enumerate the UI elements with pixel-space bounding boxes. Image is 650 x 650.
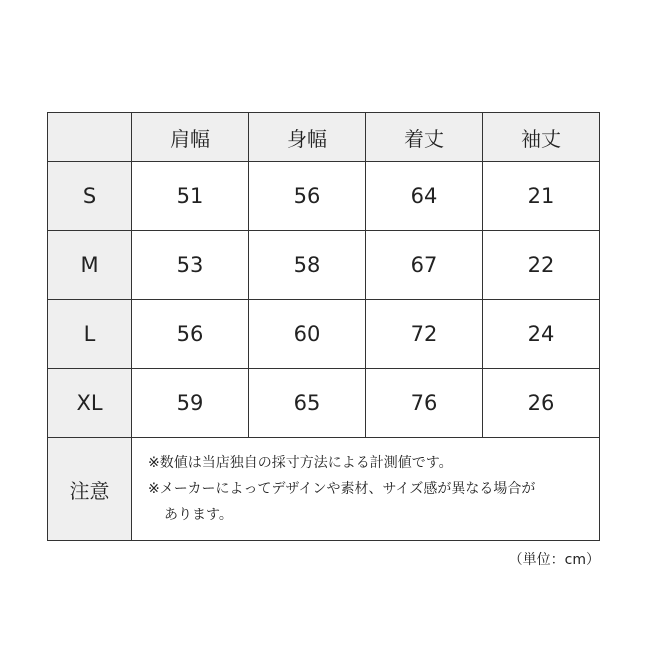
size-label: L xyxy=(48,300,132,369)
header-length: 着丈 xyxy=(366,113,483,162)
table-cell: 26 xyxy=(483,369,600,438)
note-row xyxy=(48,438,600,541)
table-cell: 76 xyxy=(366,369,483,438)
table-cell: 72 xyxy=(366,300,483,369)
table-cell: 64 xyxy=(366,162,483,231)
note-line-1: ※数値は当店独自の採寸方法による計測値です。 xyxy=(148,455,453,471)
table-cell: 24 xyxy=(483,300,600,369)
size-label: M xyxy=(48,231,132,300)
size-label: S xyxy=(48,162,132,231)
table-cell: 56 xyxy=(132,300,249,369)
note-label: 注意 xyxy=(48,438,132,541)
header-corner-cell xyxy=(48,113,132,162)
table-cell: 60 xyxy=(249,300,366,369)
note-line-3: あります。 xyxy=(164,507,233,523)
table-cell: 51 xyxy=(132,162,249,231)
header-body-width: 身幅 xyxy=(249,113,366,162)
table-cell: 21 xyxy=(483,162,600,231)
table-row-m xyxy=(48,231,600,300)
size-chart-table xyxy=(47,112,600,541)
table-cell: 65 xyxy=(249,369,366,438)
header-sleeve-length: 袖丈 xyxy=(483,113,600,162)
header-shoulder-width: 肩幅 xyxy=(132,113,249,162)
table-cell: 56 xyxy=(249,162,366,231)
unit-label: （単位：cm） xyxy=(508,552,600,568)
table-row-xl xyxy=(48,369,600,438)
header-row xyxy=(48,113,600,162)
size-label: XL xyxy=(48,369,132,438)
note-line-2: ※メーカーによってデザインや素材、サイズ感が異なる場合が xyxy=(148,481,536,497)
table-cell: 22 xyxy=(483,231,600,300)
table-row-s xyxy=(48,162,600,231)
table-cell: 59 xyxy=(132,369,249,438)
table-cell: 53 xyxy=(132,231,249,300)
table-row-l xyxy=(48,300,600,369)
table-cell: 58 xyxy=(249,231,366,300)
note-text xyxy=(132,438,600,541)
table-cell: 67 xyxy=(366,231,483,300)
